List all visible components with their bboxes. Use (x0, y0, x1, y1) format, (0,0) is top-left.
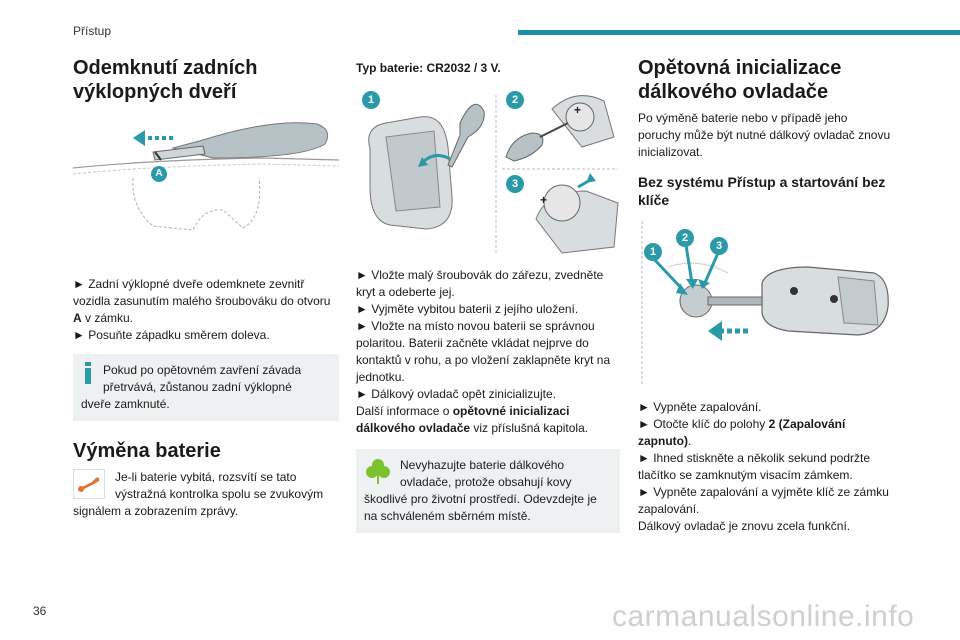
text-line: inicializovat. (638, 145, 703, 159)
text-line: ► Vyjměte vybitou baterii z jejího uložení. (356, 302, 579, 316)
position-label: zapnuto) (638, 434, 688, 448)
text-line (638, 433, 900, 450)
text-line: tlačítko se zamknutým visacím zámkem. (638, 468, 853, 482)
text-line: výstražná kontrolka spolu se zvukovým (115, 487, 324, 501)
step-badge-1 (644, 243, 662, 261)
step-number: 2 (511, 94, 519, 106)
text-line (356, 403, 620, 420)
text-line: na schváleném sběrném místě. (364, 509, 531, 523)
title-line: Bez systému Přístup a startování bez (638, 174, 886, 190)
step-badge-1 (362, 91, 380, 109)
polarity-text: + (574, 103, 582, 117)
unlock-instructions (73, 276, 339, 344)
text-line: škodlivé pro životní prostředí. Odevzdejte je (364, 492, 597, 506)
column-left (73, 56, 339, 520)
battery-warning (73, 469, 339, 520)
figure-label-badge (151, 166, 167, 182)
info-icon (81, 362, 95, 384)
link-text: opětovné inicializaci (452, 404, 570, 418)
step-badge-2 (676, 229, 694, 247)
wrench-warning-icon (73, 469, 105, 499)
section-title-reinit (638, 56, 900, 104)
step-number: 3 (511, 178, 519, 190)
link-text: dálkového ovladače (356, 421, 471, 435)
text-line: ► Posuňte západku směrem doleva. (73, 328, 270, 342)
title-line: výklopných dveří (73, 81, 237, 103)
text-line: přetrvává, zůstanou zadní výklopné (103, 380, 292, 394)
text-line: ► Vložte na místo novou baterii se správnou (356, 319, 595, 333)
text-line: jednotku. (356, 370, 405, 384)
battery-polarity-mark (574, 103, 581, 117)
text-line: vozidla zasunutím malého šroubováku do otvoru (73, 294, 331, 308)
text-line: ► Vypněte zapalování. (638, 400, 762, 414)
text-fragment: . (688, 434, 692, 448)
reinit-intro (638, 110, 900, 161)
text-line: ovladače, protože obsahují kovy (400, 475, 572, 489)
tailgate-illustration (73, 118, 339, 238)
header-accent-bar (518, 30, 960, 35)
step-badge-2 (506, 91, 524, 109)
tailgate-unlock-figure (73, 118, 339, 238)
reinit-instructions (638, 399, 900, 535)
text-line (356, 420, 620, 437)
section-title-battery: Výměna baterie (73, 440, 221, 462)
step-number: 3 (715, 240, 723, 252)
text-fragment: ► Otočte klíč do polohy (638, 417, 769, 431)
recycle-clover-icon (364, 457, 392, 485)
section-header: Přístup (73, 24, 112, 38)
lock-label: A (73, 311, 82, 325)
title-line: dálkového ovladače (638, 81, 829, 103)
step-number: 1 (649, 246, 657, 258)
text-line: ► Vypněte zapalování a vyjměte klíč ze zámku (638, 485, 889, 499)
text-fragment: v zámku. (81, 311, 134, 325)
info-box (73, 354, 339, 421)
text-fragment: Další informace o (356, 404, 453, 418)
column-middle (356, 56, 620, 533)
battery-replacement-figure (356, 87, 620, 259)
subsection-title (638, 173, 900, 209)
figure-label-text: A (155, 168, 163, 179)
position-label: 2 (Zapalování (768, 417, 846, 431)
battery-instructions (356, 267, 620, 437)
text-line (73, 310, 339, 327)
text-line: poruchy může být nutné dálkový ovladač znovu (638, 128, 891, 142)
eco-box (356, 449, 620, 533)
key-reinit-figure (638, 217, 900, 385)
battery-polarity-mark (540, 193, 547, 207)
title-line: Opětovná inicializace (638, 57, 842, 79)
text-line: zapalování. (638, 502, 700, 516)
text-line: Nevyhazujte baterie dálkového (400, 458, 565, 472)
step-badge-3 (710, 237, 728, 255)
text-line: ► Zadní výklopné dveře odemknete zevnitř (73, 277, 305, 291)
title-line: klíče (638, 192, 670, 208)
polarity-text: + (540, 193, 548, 207)
step-number: 2 (681, 232, 689, 244)
text-line: polaritou. Baterii začněte vkládat nejprve do (356, 336, 589, 350)
title-line: Odemknutí zadních (73, 57, 258, 79)
watermark: carmanualsonline.info (612, 600, 915, 633)
step-badge-3 (506, 175, 524, 193)
section-title-unlock (73, 56, 339, 104)
text-line: ► Dálkový ovladač opět zinicializujte. (356, 387, 556, 401)
text-line: Pokud po opětovném zavření závada (103, 363, 302, 377)
text-line: ► Ihned stiskněte a několik sekund podržte (638, 451, 871, 465)
battery-type: Typ baterie: CR2032 / 3 V. (356, 61, 501, 75)
text-line: kontaktů v rohu, a po vložení zaklapněte kryt na (356, 353, 611, 367)
text-line (638, 416, 900, 433)
text-line: ► Vložte malý šroubovák do zářezu, zvedněte (356, 268, 604, 282)
text-line: Je-li baterie vybitá, rozsvítí se tato (115, 470, 297, 484)
column-right (638, 56, 900, 535)
page-number: 36 (33, 604, 47, 618)
text-line: Dálkový ovladač je znovu zcela funkční. (638, 519, 851, 533)
text-line: dveře zamknuté. (81, 397, 170, 411)
text-fragment: viz příslušná kapitola. (470, 421, 589, 435)
text-line: Po výměně baterie nebo v případě jeho (638, 111, 848, 125)
step-number: 1 (367, 94, 375, 106)
text-line: signálem a zobrazením zprávy. (73, 504, 239, 518)
text-line: kryt a odeberte jej. (356, 285, 455, 299)
